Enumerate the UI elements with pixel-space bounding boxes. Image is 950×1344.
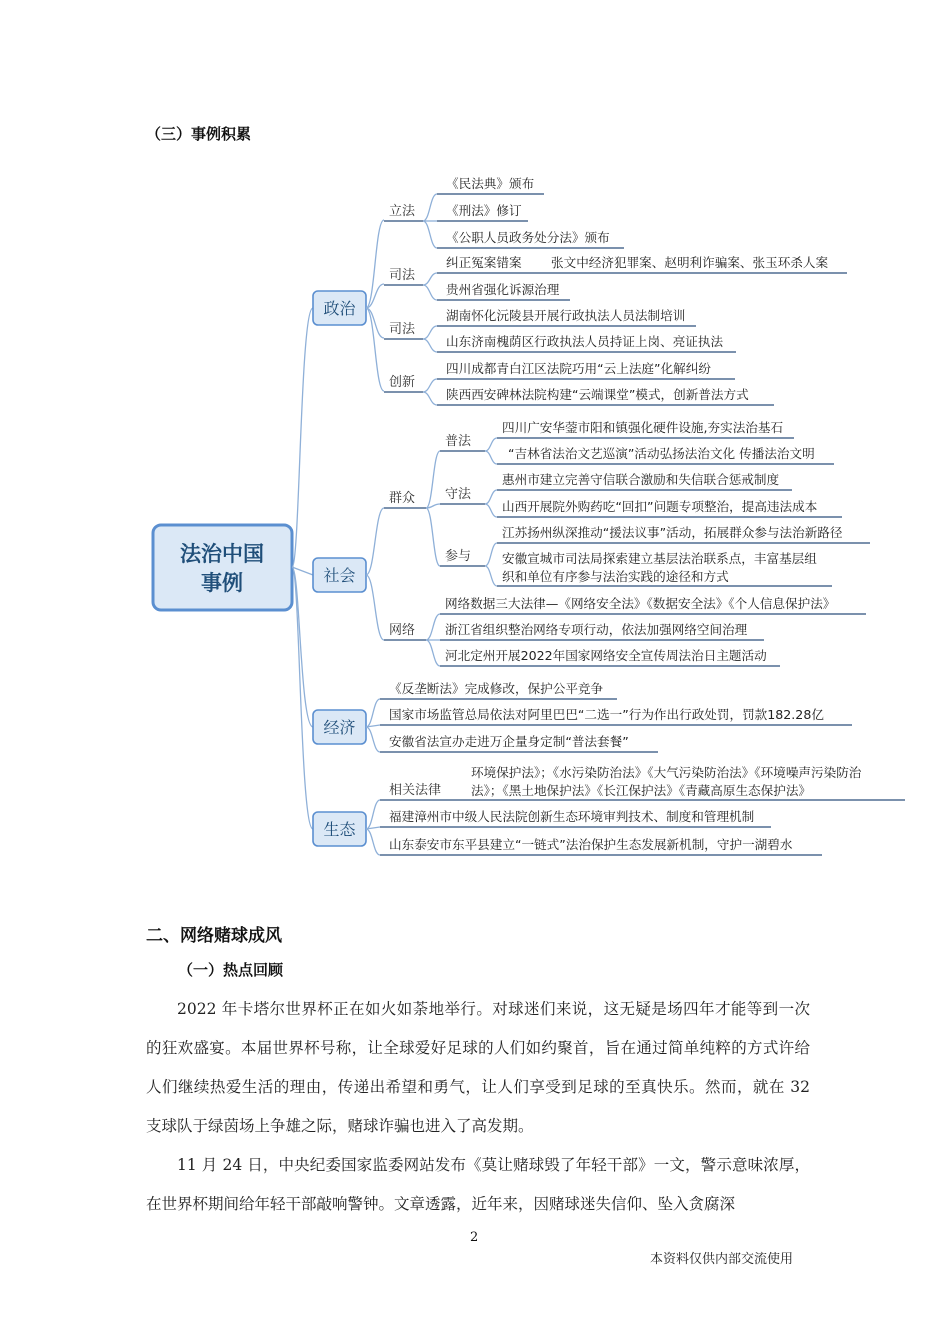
leaf-case-names: 张文中经济犯罪案、赵明利诈骗案、张玉环杀人案 bbox=[551, 255, 829, 270]
page-number: 2 bbox=[470, 1230, 479, 1245]
leaf-hunan-training: 湖南怀化沅陵县开展行政执法人员法制培训 bbox=[446, 308, 686, 323]
leaf-shanxi-kickback: 山西开展院外购药吃“回扣”问题专项整治，提高违法成本 bbox=[502, 499, 818, 514]
paragraph-2: 11 月 24 日，中央纪委国家监委网站发布《莫让赌球毁了年轻干部》一文，警示意味浓厚，在世界杯期间给年轻干部敲响警钟。文章透露，近年来，因赌球迷失信仰、坠入贪腐深 bbox=[146, 1156, 810, 1213]
node-ecology-label: 生态 bbox=[323, 820, 356, 839]
leaf-hebei-security-week: 河北定州开展2022年国家网络安全宣传周法治日主题活动 bbox=[445, 648, 767, 663]
leaf-jilin-tour: “吉林省法治文艺巡演”活动弘扬法治文化 传播法治文明 bbox=[508, 446, 815, 461]
leaf-zhangzhou-court: 福建漳州市中级人民法院创新生态环境审判技术、制度和管理机制 bbox=[389, 809, 755, 824]
node-economy-label: 经济 bbox=[323, 718, 356, 737]
leaf-taian-lake: 山东泰安市东平县建立“一链式”法治保护生态发展新机制，守护一湖碧水 bbox=[389, 837, 793, 852]
leaf-eco-laws-line2: 法》；《黑土地保护法》《长江保护法》《青藏高原生态保护法》 bbox=[471, 783, 812, 798]
branch-participate: 参与 bbox=[445, 549, 472, 564]
paragraph-1: 2022 年卡塔尔世界杯正在如火如荼地举行。对球迷们来说，这无疑是场四年才能等到一次的狂欢盛宴。本届世界杯号称，让全球爱好足球的人们如约聚首，旨在通过简单纯粹的方式许给人们继续热爱生活的理由，传递出希望和勇气，让人们享受到足球的至真快乐。然而，就在 32 支球队于绿茵场上争雄之际，赌球诈骗也进入了高发期。 bbox=[146, 1000, 810, 1135]
leaf-anti-monopoly: 《反垄断法》完成修改，保护公平竞争 bbox=[389, 681, 604, 696]
body-text bbox=[146, 990, 810, 1224]
leaf-xuancheng-line2: 织和单位有序参与法治实践的途径和方式 bbox=[502, 569, 729, 584]
leaf-civil-code: 《民法典》颁布 bbox=[446, 176, 535, 191]
leaf-wrongful-cases: 纠正冤案错案 bbox=[446, 255, 522, 270]
branch-innovation: 创新 bbox=[389, 375, 416, 390]
footer-note: 本资料仅供内部交流使用 bbox=[650, 1252, 794, 1267]
leaf-anhui-law-package: 安徽省法宣办走进万企量身定制“普法套餐” bbox=[389, 734, 629, 749]
node-politics-label: 政治 bbox=[323, 299, 356, 318]
leaf-huizhou-credit: 惠州市建立完善守信联合激励和失信联合惩戒制度 bbox=[502, 472, 780, 487]
branch-enforcement: 司法 bbox=[389, 322, 416, 337]
leaf-shandong-license: 山东济南槐荫区行政执法人员持证上岗、亮证执法 bbox=[446, 334, 724, 349]
leaf-sichuan-huaying: 四川广安华蓥市阳和镇强化硬件设施,夯实法治基石 bbox=[502, 420, 784, 435]
mindmap-root-line1: 法治中国 bbox=[180, 542, 264, 566]
branch-abide-law: 守法 bbox=[445, 487, 472, 502]
leaf-public-official-law: 《公职人员政务处分法》颁布 bbox=[446, 230, 610, 245]
leaf-guizhou: 贵州省强化诉源治理 bbox=[446, 282, 560, 297]
leaf-eco-laws-line1: 环境保护法》；《水污染防治法》《大气污染防治法》《环境噪声污染防治 bbox=[471, 765, 862, 780]
branch-network: 网络 bbox=[389, 623, 416, 638]
section-heading-cases: （三）事例积累 bbox=[146, 125, 252, 143]
leaf-alibaba-fine: 国家市场监管总局依法对阿里巴巴“二选一”行为作出行政处罚，罚款182.28亿 bbox=[389, 707, 824, 722]
leaf-criminal-law: 《刑法》修订 bbox=[446, 203, 522, 218]
leaf-chengdu-cloud-court: 四川成都青白江区法院巧用“云上法庭”化解纠纷 bbox=[446, 361, 711, 376]
leaf-yangzhou-council: 江苏扬州纵深推动“援法议事”活动，拓展群众参与法治新路径 bbox=[502, 525, 843, 540]
mindmap-root-box bbox=[153, 525, 292, 610]
leaf-three-laws: 网络数据三大法律—《网络安全法》《数据安全法》《个人信息保护法》 bbox=[445, 596, 836, 611]
branch-legislation: 立法 bbox=[389, 204, 416, 219]
leaf-xian-cloud-class: 陕西西安碑林法院构建“云端课堂”模式，创新普法方式 bbox=[446, 387, 749, 402]
mindmap-root-line2: 事例 bbox=[201, 571, 243, 595]
node-society-label: 社会 bbox=[323, 566, 356, 585]
branch-popularize-law: 普法 bbox=[445, 434, 472, 449]
section-heading-online-gambling: 二、网络赌球成风 bbox=[146, 926, 282, 946]
leaf-zhejiang-network: 浙江省组织整治网络专项行动，依法加强网络空间治理 bbox=[445, 622, 748, 637]
branch-masses: 群众 bbox=[389, 491, 416, 506]
leaf-xuancheng-line1: 安徽宣城市司法局探索建立基层法治联系点，丰富基层组 bbox=[502, 551, 817, 566]
subsection-heading-hot-review: （一）热点回顾 bbox=[178, 961, 284, 979]
branch-judiciary: 司法 bbox=[389, 268, 416, 283]
branch-related-laws: 相关法律 bbox=[389, 783, 442, 798]
